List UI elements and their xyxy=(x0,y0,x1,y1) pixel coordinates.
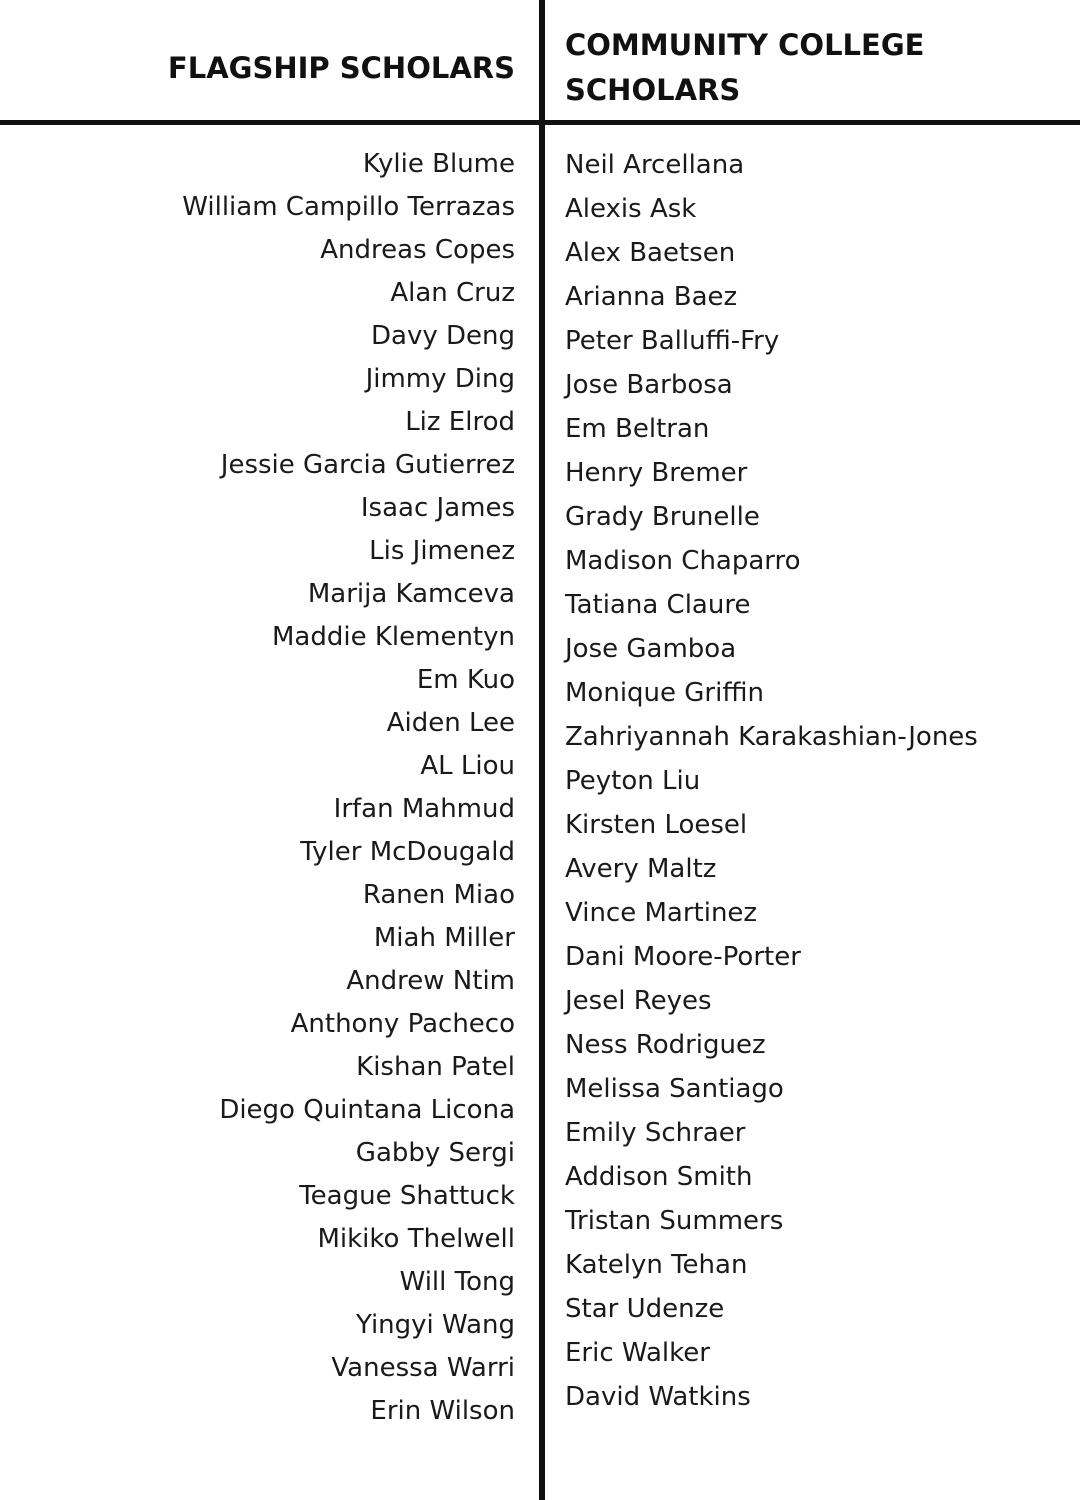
scholar-name: Kylie Blume xyxy=(362,149,515,179)
header-divider xyxy=(0,120,1080,125)
scholar-name: Zahriyannah Karakashian-Jones xyxy=(565,722,978,752)
scholar-name: Melissa Santiago xyxy=(565,1074,784,1104)
scholar-name: Dani Moore-Porter xyxy=(565,942,801,972)
scholar-name: Anthony Pacheco xyxy=(290,1009,515,1039)
scholar-name: Grady Brunelle xyxy=(565,502,760,532)
scholar-name: Jessie Garcia Gutierrez xyxy=(220,450,515,480)
scholar-name: Liz Elrod xyxy=(405,407,515,437)
scholar-name: Vanessa Warri xyxy=(331,1353,515,1383)
scholar-name: Alan Cruz xyxy=(390,278,515,308)
scholar-name: Kishan Patel xyxy=(356,1052,515,1082)
scholar-name: Gabby Sergi xyxy=(355,1138,515,1168)
scholar-name: Erin Wilson xyxy=(370,1396,515,1426)
scholar-name: Davy Deng xyxy=(371,321,515,351)
scholar-name: Will Tong xyxy=(399,1267,515,1297)
scholar-name: William Campillo Terrazas xyxy=(182,192,515,222)
scholar-name: Tristan Summers xyxy=(565,1206,784,1236)
scholar-name: Alexis Ask xyxy=(565,194,697,224)
scholar-name: Peyton Liu xyxy=(565,766,701,796)
scholar-name: Em Beltran xyxy=(565,414,710,444)
scholar-name: Madison Chaparro xyxy=(565,546,801,576)
scholar-name: Ranen Miao xyxy=(362,880,515,910)
scholar-name: Vince Martinez xyxy=(565,898,758,928)
scholar-name: Kirsten Loesel xyxy=(565,810,748,840)
scholar-name: Arianna Baez xyxy=(565,282,738,312)
scholar-name: Avery Maltz xyxy=(565,854,717,884)
scholar-name: Jose Gamboa xyxy=(565,634,737,664)
scholar-name: Aiden Lee xyxy=(386,708,515,738)
column-divider xyxy=(539,0,545,1500)
scholar-name: Tatiana Claure xyxy=(565,590,751,620)
scholar-name: Miah Miller xyxy=(373,923,515,953)
scholar-name: Monique Griffin xyxy=(565,678,764,708)
scholar-name: Irfan Mahmud xyxy=(333,794,515,824)
scholar-name: Ness Rodriguez xyxy=(565,1030,766,1060)
scholar-name: Peter Balluffi-Fry xyxy=(565,326,780,356)
scholar-name: Jose Barbosa xyxy=(565,370,733,400)
scholar-name: Teague Shattuck xyxy=(299,1181,515,1211)
scholar-name: Diego Quintana Licona xyxy=(219,1095,515,1125)
flagship-scholars-list xyxy=(182,143,515,1433)
community-college-scholars-list xyxy=(565,143,978,1419)
scholar-name: Katelyn Tehan xyxy=(565,1250,748,1280)
scholar-name: Alex Baetsen xyxy=(565,238,736,268)
scholar-name: Eric Walker xyxy=(565,1338,710,1368)
scholar-name: Jesel Reyes xyxy=(565,986,712,1016)
community-college-scholars-heading: COMMUNITY COLLEGE SCHOLARS xyxy=(565,28,925,107)
scholar-name: Andreas Copes xyxy=(320,235,515,265)
scholar-name: Em Kuo xyxy=(416,665,515,695)
scholar-name: David Watkins xyxy=(565,1382,751,1412)
scholar-name: Neil Arcellana xyxy=(565,150,745,180)
scholar-name: Yingyi Wang xyxy=(356,1310,515,1340)
scholar-name: Mikiko Thelwell xyxy=(317,1224,515,1254)
scholar-name: Star Udenze xyxy=(565,1294,725,1324)
scholar-name: Addison Smith xyxy=(565,1162,753,1192)
scholar-name: Isaac James xyxy=(360,493,515,523)
scholar-name: Andrew Ntim xyxy=(346,966,515,996)
scholar-name: Maddie Klementyn xyxy=(272,622,515,652)
scholar-name: Emily Schraer xyxy=(565,1118,746,1148)
flagship-scholars-heading: FLAGSHIP SCHOLARS xyxy=(167,51,515,85)
scholar-name: Lis Jimenez xyxy=(369,536,515,566)
scholar-name: Henry Bremer xyxy=(565,458,748,488)
scholar-name: Jimmy Ding xyxy=(365,364,515,394)
scholar-name: Marija Kamceva xyxy=(307,579,515,609)
scholar-name: Tyler McDougald xyxy=(300,837,515,867)
scholar-name: AL Liou xyxy=(420,751,515,781)
